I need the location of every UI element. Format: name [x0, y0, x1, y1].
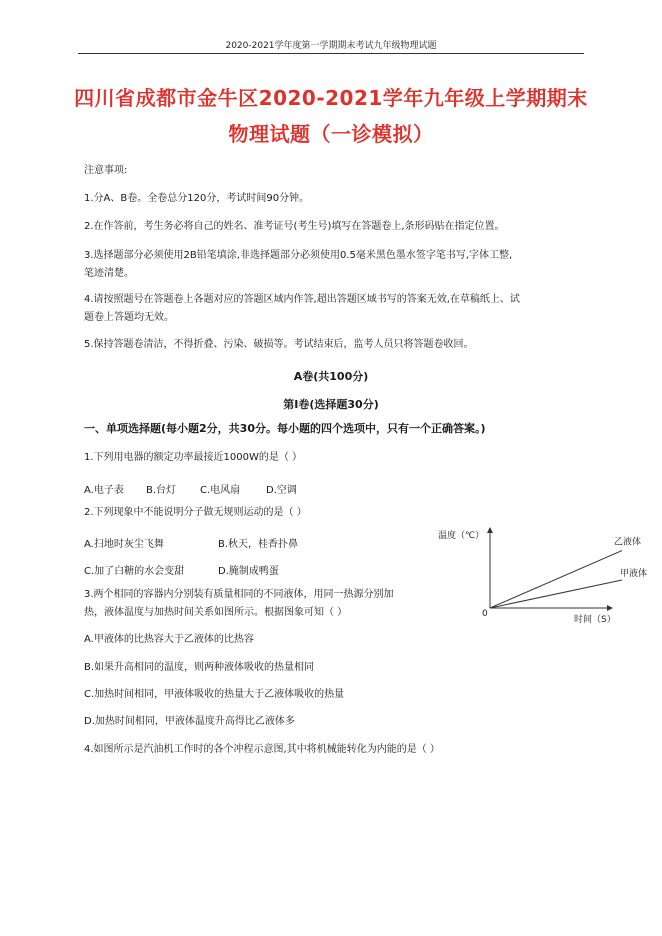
notice-item-1: 1.分A、B卷。全卷总分120分，考试时间90分钟。 [84, 193, 310, 204]
q3-option-d: D.加热时间相同，甲液体温度升高得比乙液体多 [84, 716, 295, 727]
q2-option-a: A.扫地时灰尘飞舞 [84, 539, 164, 550]
notice-heading: 注意事项: [84, 165, 128, 176]
x-axis-label: 时间（S） [574, 615, 616, 625]
series-label-2: 甲液体 [620, 569, 648, 579]
section-a-volume: A卷(共100分) [293, 370, 369, 383]
notice-item-4: 4.请按照题号在答题卷上各题对应的答题区域内作答,超出答题区域书写的答案无效,在草稿纸上、试 [84, 294, 520, 305]
q2-stem: 2.下列现象中不能说明分子做无规则运动的是（ ） [84, 507, 307, 518]
notice-item-5: 5.保持答题卷清洁，不得折叠、污染、破损等。考试结束后，监考人员只将答题卷收回。 [84, 339, 474, 350]
q3-option-a: A.甲液体的比热容大于乙液体的比热容 [84, 634, 254, 645]
q1-option-d: D.空调 [266, 485, 297, 496]
y-axis-label: 温度（℃） [438, 531, 485, 541]
notice-item-4-cont: 题卷上答题均无效。 [84, 312, 174, 323]
q1-stem: 1.下列用电器的额定功率最接近1000W的是（ ） [84, 452, 303, 463]
notice-item-2: 2.在作答前，考生务必将自己的姓名、准考证号(考生号)填写在答题卷上,条形码贴在指定位置。 [84, 221, 505, 232]
section-volume-one: 第Ⅰ卷(选择题30分) [283, 398, 379, 411]
q3-option-c: C.加热时间相同，甲液体吸收的热量大于乙液体吸收的热量 [84, 689, 345, 700]
document-title-line2: 物理试题（一诊模拟） [228, 122, 434, 146]
series-label-1: 乙液体 [614, 537, 642, 548]
series-line-1 [490, 551, 622, 608]
q3-stem-line1: 3.两个相同的容器内分别装有质量相同的不同液体，用同一热源分别加 [84, 589, 394, 600]
q4-stem: 4.如图所示是汽油机工作时的各个冲程示意图,其中将机械能转化为内能的是（ ） [84, 744, 440, 755]
notice-item-3-cont: 笔迹清楚。 [84, 268, 134, 279]
notice-item-3: 3.选择题部分必须使用2B铅笔填涂,非选择题部分必须使用0.5毫米黑色墨水签字笔书写,字体工整, [84, 250, 513, 261]
q1-option-c: C.电风扇 [200, 485, 241, 496]
temperature-time-chart [430, 520, 648, 630]
origin-label: 0 [482, 609, 488, 619]
document-title-line1: 四川省成都市金牛区2020-2021学年九年级上学期期末 [74, 86, 588, 110]
q3-stem-line2: 热，液体温度与加热时间关系如图所示。根据图象可知（ ） [84, 607, 348, 618]
q3-option-b: B.如果升高相同的温度，则两种液体吸收的热量相同 [84, 662, 315, 673]
series-line-2 [490, 580, 622, 608]
q2-option-c: C.加了白糖的水会变甜 [84, 566, 185, 577]
q2-option-d: D.腌制成鸭蛋 [218, 566, 279, 577]
q1-option-a: A.电子表 [84, 485, 124, 496]
section-part-one: 一、单项选择题(每小题2分，共30分。每小题的四个选项中，只有一个正确答案。) [84, 422, 486, 435]
q1-option-b: B.台灯 [146, 485, 177, 496]
q2-option-b: B.秋天，桂香扑鼻 [218, 539, 299, 550]
header-divider [78, 53, 584, 54]
page-header: 2020-2021学年度第一学期期末考试九年级物理试题 [225, 41, 437, 51]
